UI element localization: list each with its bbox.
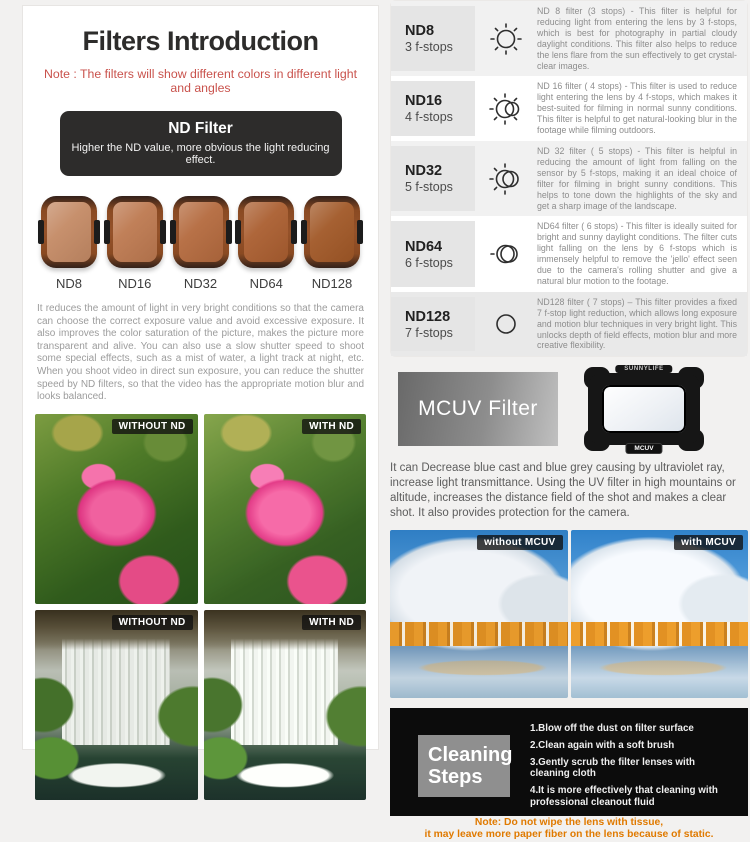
- filter-glass-shine: [47, 202, 91, 262]
- without-mcuv-badge: without MCUV: [477, 535, 562, 550]
- nd-filter-header: [60, 111, 342, 176]
- nd-name: ND16: [405, 93, 443, 110]
- flower-photo-without-nd: [35, 414, 198, 604]
- filter-glass-shine: [113, 202, 157, 262]
- filter-clip-left: [301, 220, 307, 244]
- nd32-filter-product: [169, 196, 233, 291]
- filter-clip-left: [38, 220, 44, 244]
- brand-logo: SUNNYLIFE: [615, 365, 672, 373]
- with-mcuv-badge: with MCUV: [674, 535, 743, 550]
- color-note: Note : The filters will show different colors in different light and angles: [43, 67, 358, 95]
- filter-glass-shine: [179, 202, 223, 262]
- cleaning-note-line1: Note: Do not wipe the lens with tissue,: [474, 816, 664, 828]
- nd32-label: [391, 146, 475, 211]
- nd-stops: 5 f-stops: [405, 180, 453, 195]
- waterfall-photo-without-nd: [35, 610, 198, 800]
- cleaning-steps-title: [418, 735, 513, 797]
- nd8-filter-image: [41, 196, 97, 268]
- sun-3-stops-icon: [475, 19, 537, 59]
- filter-glass-shine: [244, 202, 288, 262]
- cleaning-step: 1.Blow off the dust on filter surface: [530, 723, 694, 735]
- filter-glass-shine: [310, 202, 354, 262]
- nd-filter-label: ND16: [118, 276, 152, 291]
- with-nd-badge: WITH ND: [302, 419, 361, 434]
- mcuv-comparison-grid: [390, 530, 748, 698]
- sun-6-stops-icon: [475, 234, 537, 274]
- nd-name: ND32: [405, 163, 443, 180]
- flower-photo-with-nd: [204, 414, 367, 604]
- nd8-filter-product: [37, 196, 101, 291]
- nd-comparison-grid: [35, 414, 366, 800]
- nd64-filter-product: [234, 196, 298, 291]
- mcuv-filter-product-image: [584, 365, 704, 453]
- cleaning-step: 4.It is more effectively that cleaning with professional cleanout fluid: [530, 785, 718, 808]
- nd-stops-table: [390, 0, 748, 357]
- cleaning-warning-note: [402, 817, 736, 842]
- nd-filter-label: ND32: [183, 276, 218, 291]
- nd-stops: 3 f-stops: [405, 40, 453, 55]
- nd-stops: 6 f-stops: [405, 255, 453, 270]
- mcuv-header-row: [390, 365, 748, 453]
- nd64-filter-image: [238, 196, 294, 268]
- cleaning-steps-content: [402, 718, 736, 814]
- mountain-photo-with-mcuv: [571, 530, 749, 698]
- cleaning-title-line2: Steps: [428, 765, 483, 788]
- nd16-filter-product: [103, 196, 167, 291]
- nd-name: ND8: [405, 23, 435, 40]
- page-title: Filters Introduction: [82, 26, 319, 56]
- nd-filter-intro-panel: [22, 5, 379, 750]
- without-nd-badge: WITHOUT ND: [112, 615, 193, 630]
- table-row-nd8: [391, 1, 747, 76]
- nd32-filter-image: [173, 196, 229, 268]
- product-model-label: MCUV: [626, 444, 661, 453]
- sun-4-stops-icon: [475, 89, 537, 129]
- filter-clip-right: [291, 220, 297, 244]
- nd-filter-description: It reduces the amount of light in very bright conditions so that the camera can choose the correct exposure value and avoid excessive exposure. It also improves the color saturation of the picture, makes the picture more transparent and alive. You can also use a slow shutter speed to shoot some special effects, such as a mist of water, a light track at night, etc. When you shoot video in direct sun exposure, you can reduce the shutter speed by ND filters, so that the video has the appropriate motion blur and looks balanced.: [37, 303, 364, 403]
- nd128-filter-image: [304, 196, 360, 268]
- filter-clip-right: [160, 220, 166, 244]
- cleaning-step: 2.Clean again with a soft brush: [530, 739, 675, 751]
- nd-description: ND 32 filter ( 5 stops) - This filter is helpful in reducing the amount of light from falling on the sensor by 5 f-stops, making it an ideal choice of filter for filming in bright sunny conditions. This helps to tone down the highlights of the sky and get a sharp image of the landscape.: [537, 145, 737, 211]
- nd-details-panel: [390, 0, 748, 841]
- sun-7-stops-icon: [475, 304, 537, 344]
- nd-name: ND64: [405, 238, 443, 255]
- cleaning-note-line2: it may leave more paper fiber on the lens because of static.: [424, 829, 714, 841]
- nd-stops: 4 f-stops: [405, 110, 453, 125]
- filter-clip-left: [235, 220, 241, 244]
- filter-clip-right: [357, 220, 363, 244]
- mcuv-banner-title: MCUV Filter: [418, 397, 538, 421]
- nd-filter-products-row: [35, 194, 366, 291]
- table-row-nd32: [391, 141, 747, 216]
- mcuv-filter-banner: [398, 372, 558, 446]
- nd128-label: [391, 297, 475, 352]
- sun-5-stops-icon: [475, 159, 537, 199]
- nd16-label: [391, 81, 475, 136]
- cleaning-steps-list: [510, 718, 736, 814]
- nd-description: ND64 filter ( 6 stops) - This filter is ideally suited for bright and sunny daylight conditions. The filter cuts light falling on the lens by 6 f-stops which is immensely helpful to remove the 'jello' effect seen due to the camera's rolling shutter and give a natural blur motion to the footage.: [537, 221, 737, 286]
- mountain-photo-without-mcuv: [390, 530, 568, 698]
- nd8-label: [391, 6, 475, 71]
- table-row-nd128: [391, 292, 747, 357]
- cleaning-steps-panel: [390, 708, 748, 841]
- nd-name: ND128: [405, 308, 451, 325]
- nd-description: ND 8 filter (3 stops) - This filter is helpful for reducing light from entering the lens by 3 f-stops, which is best for photography in partial cloudy daylight conditions. This filter also helps to reduce the lens flare from the sun effectively to get crystal-clear images.: [537, 6, 737, 71]
- nd-description: ND128 filter ( 7 stops) – This filter provides a fixed 7 f-stop light reduction, which allows long exposure and motion blur techniques in very bright light. This unlocks depth of field effects, motion blur and more creative flexibility.: [537, 296, 737, 351]
- without-nd-badge: WITHOUT ND: [112, 419, 193, 434]
- table-row-nd64: [391, 216, 747, 291]
- waterfall-photo-with-nd: [204, 610, 367, 800]
- nd-filter-header-subtitle: Higher the ND value, more obvious the light reducing effect.: [71, 142, 330, 166]
- filter-clip-right: [94, 220, 100, 244]
- nd-stops: 7 f-stops: [405, 325, 453, 340]
- nd16-filter-image: [107, 196, 163, 268]
- nd-filter-label: ND8: [55, 276, 82, 291]
- cleaning-step: 3.Gently scrub the filter lenses with cleaning cloth: [530, 756, 695, 780]
- filter-clip-left: [104, 220, 110, 244]
- nd-filter-header-title: ND Filter: [168, 120, 233, 137]
- nd128-filter-product: [300, 196, 364, 291]
- filter-clip-left: [170, 220, 176, 244]
- filter-clip-right: [226, 220, 232, 244]
- with-nd-badge: WITH ND: [302, 615, 361, 630]
- nd-filter-label: ND128: [311, 276, 353, 291]
- table-row-nd16: [391, 76, 747, 141]
- nd-filter-label: ND64: [249, 276, 283, 291]
- product-glass: [602, 385, 686, 433]
- nd64-label: [391, 221, 475, 286]
- nd-description: ND 16 filter ( 4 stops) - This filter is used to reduce light entering the lens by 4 f-stops, which makes it best-suited for filming in normal sunny conditions. This filter is helpful to get natural-looking blur in the footage while filming outdoors.: [537, 81, 737, 136]
- cleaning-title-line1: Cleaning: [428, 743, 513, 766]
- mcuv-description: It can Decrease blue cast and blue grey causing by ultraviolet ray, increase light transmittance. Using the UV filter in high mountains or altitude, increases the distance field of the shot and makes a clear shot. It also provides protection for the camera.: [390, 462, 736, 520]
